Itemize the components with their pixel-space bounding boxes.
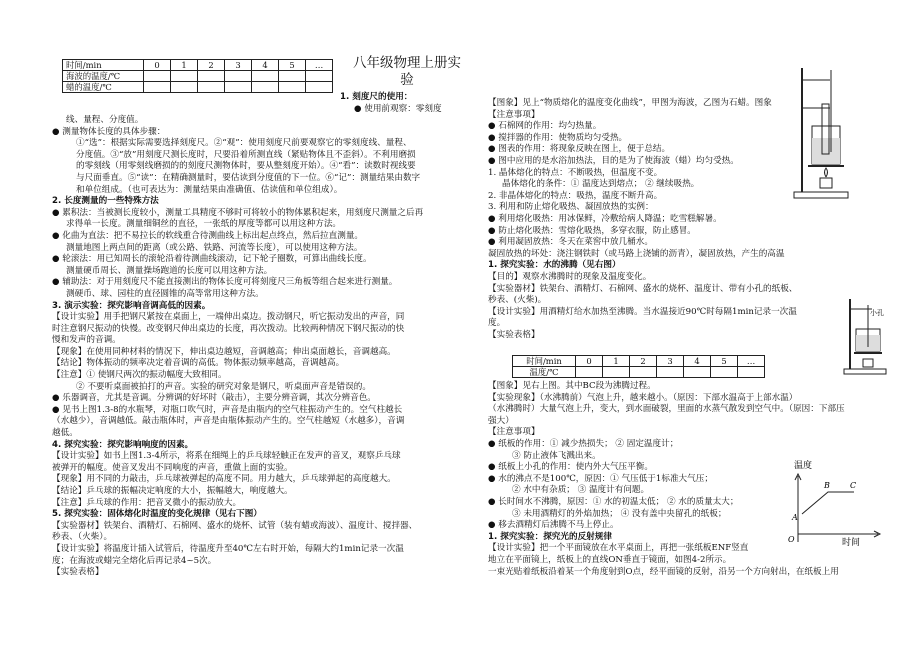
x-axis-label: 时间: [842, 538, 861, 548]
text-line: 求得单一长度。测量细铜丝的直径，一张纸的厚度等都可以用这种方法。: [66, 219, 342, 230]
text-line: ● 纸板的作用：① 减少热损失； ② 固定温度计；: [488, 438, 679, 449]
text-line: ③ 未用酒精灯的外焰加热； ④ 没有盖中央留孔的纸板；: [512, 508, 727, 519]
right-column-top: [488, 98, 798, 341]
text-line: 分度值。③“放”用刻度尺测长度时，尺要沿着所测直线（紧贴物体且不歪斜）。不利用磨损: [76, 149, 416, 160]
text-line: 【图象】见右上图。其中BC段为沸腾过程。: [488, 381, 656, 391]
text-line: 【实验器材】铁架台、酒精灯、石棉网、盛水的烧杯、试管（装有蜡或海波）、温度计、搅拌器、: [52, 520, 418, 531]
text-line: 2. 长度测量的一些特殊方法: [52, 196, 159, 207]
text-line: 地立在平面镜上，纸板上的直线ON垂直于镜面，如图4-2所示。: [488, 554, 732, 565]
header-cell: …: [738, 356, 765, 367]
hole-label: 小孔: [870, 309, 884, 317]
text-line: ③ 防止液体飞溅出来。: [512, 450, 601, 461]
row-label: 蜡的温度/℃: [63, 82, 144, 93]
header-time: 时间/min: [513, 356, 576, 367]
text-line: 3. 利用和防止熔化吸热、凝固放热的实例：: [488, 202, 654, 213]
point-c-label: C: [850, 481, 857, 490]
page-title: 八年级物理上册实验: [353, 55, 461, 88]
text-line: （水沸腾时）大量气泡上升，变大，到水面破裂，里面的水蒸气散发到空气中。（原因：下部压: [488, 404, 845, 415]
text-line: 【注意】乒乓球的作用：把音叉微小的振动放大。: [52, 497, 242, 508]
text-line: 4. 探究实验：探究影响响度的因素。: [52, 439, 194, 450]
right-column-bottom: [488, 381, 845, 578]
left-column: [52, 115, 452, 579]
header-cell: 3: [225, 60, 252, 71]
text-line: 【注意事项】: [488, 109, 540, 120]
header-cell: 1: [171, 60, 198, 71]
text-line: 【现象】用不同的力敲击，乒乓球被弹起的高度不同。用力越大，乒乓球弹起的高度越大。: [52, 474, 396, 485]
text-line: 度；在海波或蜡完全熔化后再记录4~5次。: [52, 555, 217, 566]
origin-label: O: [788, 535, 795, 544]
point-b-label: B: [824, 481, 830, 490]
table-row: [63, 71, 333, 82]
header-cell: 4: [252, 60, 279, 71]
text-line: 1. 晶体熔化的特点：不断吸热，但温度不变。: [488, 167, 663, 178]
header-cell: 3: [657, 356, 684, 367]
text-line: ● 利用凝固放热：冬天在菜窖中放几桶水。: [488, 237, 653, 248]
text-line: ● 轮滚法：用已知周长的滚轮沿着待测曲线滚动，记下轮子圈数，可算出曲线长度。: [52, 254, 372, 265]
text-line: 【结论】物体振动的频率决定着音调的高低。物体振动频率越高，音调越高。: [52, 358, 345, 369]
text-line: 线、量程、分度值。: [66, 115, 144, 125]
header-cell: 2: [198, 60, 225, 71]
header-cell: …: [306, 60, 333, 71]
text-line: 测硬币、球、园柱的直径圆锥的高等常用这种方法。: [66, 288, 264, 299]
text-line: 【现象】在使用同种材料的情况下，伸出桌边越短，音调越高；伸出桌面越长，音调越高。: [52, 346, 396, 357]
row-label: 温度/℃: [513, 367, 576, 378]
header-cell: 5: [279, 60, 306, 71]
text-line: 1. 探究实验：探究光的反射规律: [488, 531, 612, 542]
q1-block: [340, 92, 454, 115]
text-line: 3. 演示实验：探究影响音调高低的因素。: [52, 300, 211, 311]
row-label: 海波的温度/℃: [63, 71, 144, 82]
text-line: ● 防止熔化吸热：雪熔化吸热，多穿衣服，防止感冒。: [488, 225, 696, 236]
text-line: ● 见书上图1.3-8的水瓶琴，对瓶口吹气时，声音是由瓶内的空气柱振动产生的。空气柱越长: [52, 404, 403, 415]
text-line: ● 利用熔化吸热：用冰保鲜，冷敷给病人降温；吃雪糕解暑。: [488, 213, 722, 224]
text-line: 时注意钢尺振动的快慢。改变钢尺伸出桌边的长度，再次拨动。比较两种情况下钢尺振动的快: [52, 323, 405, 334]
text-line: ● 移去酒精灯后沸腾不马上停止。: [488, 520, 619, 531]
melting-data-table: [62, 59, 333, 93]
text-line: 【目的】观察水沸腾时的现象及温度变化。: [488, 271, 652, 282]
text-line: 【结论】乒乓球的振幅决定响度的大小，振幅越大，响度越大。: [52, 486, 293, 496]
text-line: 【设计实验】用酒精灯给水加热至沸腾。当水温接近90℃时每隔1min记录一次温: [488, 306, 797, 317]
text-line: ● 图中应用的是水浴加热法，目的是为了使海波（蜡）均匀受热。: [488, 155, 739, 166]
text-line: 和单位组成。（也可表达为：测量结果由准确值、估读值和单位组成）。: [76, 184, 343, 195]
boiling-curve-graph: [784, 462, 884, 548]
text-line: 度。: [488, 318, 506, 329]
text-line: 被弹开的幅度。使音叉发出不同响度的声音，重做上面的实验。: [52, 462, 293, 473]
text-line: ● 搅拌器的作用：使物质均匀受热。: [488, 132, 628, 143]
text-line: 【设计实验】将温度计插入试管后，待温度升至40℃左右时开始，每隔大约1min记录一次温: [52, 543, 404, 554]
point-a-label: A: [792, 513, 798, 522]
text-line: 【图象】见上“物质熔化的温度变化曲线”，甲图为海波，乙图为石蜡。图象: [488, 98, 772, 108]
header-cell: 1: [603, 356, 630, 367]
text-line: ● 乐器调音，尤其是音调。分辨调的好坏时（敲击），主要分辨音调，其次分辨音色。: [52, 393, 376, 404]
table-header-row: [513, 356, 765, 367]
text-line: ● 测量物体长度的具体步骤：: [52, 126, 166, 137]
y-axis-label: 温度: [794, 461, 813, 471]
section-heading: 1. 刻度尺的使用：: [340, 92, 413, 102]
text-line: ● 石棉网的作用：均匀热量。: [488, 121, 602, 132]
text-line: 秒表、(火柴)。: [488, 295, 547, 306]
boiling-apparatus-figure: [842, 295, 888, 375]
text-line: 1. 探究实验：水的沸腾（见右图）: [488, 260, 621, 271]
header-cell: 5: [711, 356, 738, 367]
text-line: 【设计实验】把一个平面镜放在水平桌面上，再把一张纸板ENF竖直: [488, 543, 749, 554]
text-line: 【注意事项】: [488, 427, 540, 438]
text-line: 【设计实验】如书上图1.3-4所示，将系在细绳上的乒乓球轻触正在发声的音叉，观察乒乓球: [52, 451, 401, 462]
table-row: [63, 82, 333, 93]
header-cell: 4: [684, 356, 711, 367]
table-row: [513, 367, 765, 378]
text-line: ● 纸板上小孔的作用：使内外大气压平衡。: [488, 462, 653, 473]
text-line: 凝固放热的坏处：浇注钢铁时（或马路上浇铺的沥青），凝固放热，产生的高温: [488, 248, 785, 259]
text-line: （水越少），音调越低。敲击瓶体时，声音是由瓶体振动产生的。空气柱越短（水越多），音调: [52, 416, 405, 427]
text-line: ● 水的沸点不是100℃，原因：① 气压低于1标准大气压；: [488, 473, 713, 484]
header-time: 时间/min: [63, 60, 144, 71]
text-line: 【设计实验】用手把钢尺紧按在桌面上，一端伸出桌边。拨动钢尺，听它振动发出的声音，同: [52, 312, 405, 323]
text-line: 【实验现象】（水沸腾前）气泡上升，越来越小。（原因：下部水温高于上部水温）: [488, 392, 798, 403]
text-line: ● 化曲为直法：把不易拉长的软线重合待测曲线上标出起点终点，然后拉直测量。: [52, 230, 364, 241]
text-line: 5. 探究实验：固体熔化时温度的变化规律（见右下图）: [52, 509, 262, 520]
text-line: 晶体熔化的条件：① 温度达到熔点； ② 继续吸热。: [502, 179, 700, 190]
text-line: 越低。: [52, 428, 78, 439]
text-line: ② 不要听桌面被拍打的声音。实验的研究对象是钢尺，听桌面声音是错误的。: [76, 381, 371, 392]
text-line: 测量硬币周长、测量操场跑道的长度可以用这种方法。: [66, 265, 273, 276]
text-line: ● 图表的作用：将现象反映在图上，便于总结。: [488, 144, 671, 155]
text-line: 与尺面垂直。⑤“读”：在精确测量时，要估读到分度值的下一位。⑥“记”：测量结果由数字: [76, 172, 421, 183]
text-line: ● 使用前观察：零刻度: [354, 103, 442, 114]
text-line: ● 辅助法：对于用刻度尺不能直接测出的物体长度可将刻度尺三角板等组合起来进行测量。: [52, 277, 398, 288]
text-line: 一束光贴着纸板沿着某一个角度射到O点，经平面镜的反射，沿另一个方向射出，在纸板上用: [488, 566, 839, 577]
text-line: 慢和发声的音调。: [52, 335, 121, 346]
header-cell: 2: [630, 356, 657, 367]
header-cell: 0: [576, 356, 603, 367]
text-line: ①“选”：根据实际需要选择刻度尺。②“观”：使用刻度尺前要观察它的零刻度线、量程、: [76, 138, 412, 149]
text-line: 测量地图上两点间的距离（或公路、铁路、河流等长度），可以使用这种方法。: [66, 242, 363, 253]
text-line: 【实验器材】铁架台、酒精灯、石棉网、盛水的烧杯、温度计、带有小孔的纸板、: [488, 283, 798, 294]
text-line: 【实验表格】: [52, 567, 104, 578]
text-line: 【注意】① 使钢尺两次的振动幅度大致相同。: [52, 370, 227, 381]
text-line: 的零刻线（用零刻线磨损的的刻度尺测物体时，要从整刻度开始）。④“看”：读数时视线要: [76, 161, 416, 172]
boiling-curve-line: [802, 492, 854, 514]
text-line: 【实验表格】: [488, 329, 540, 340]
text-line: ● 累积法：当被测长度较小，测量工具精度不够时可将较小的物体累积起来，用刻度尺测量之后再: [52, 207, 424, 218]
text-line: ● 长时间水不沸腾，原因：① 水的初温太低； ② 水的质量太大；: [488, 496, 739, 507]
text-line: 强大）: [488, 415, 514, 426]
text-line: 2. 非晶体熔化的特点：吸热，温度不断升高。: [488, 190, 663, 201]
text-line: ② 水中有杂质； ③ 温度计有问题。: [512, 485, 650, 496]
melting-apparatus-figure: [790, 60, 852, 200]
text-line: 秒表、（火柴）。: [52, 532, 113, 543]
table-header-row: [63, 60, 333, 71]
header-cell: 0: [144, 60, 171, 71]
boiling-data-table: [512, 355, 765, 378]
